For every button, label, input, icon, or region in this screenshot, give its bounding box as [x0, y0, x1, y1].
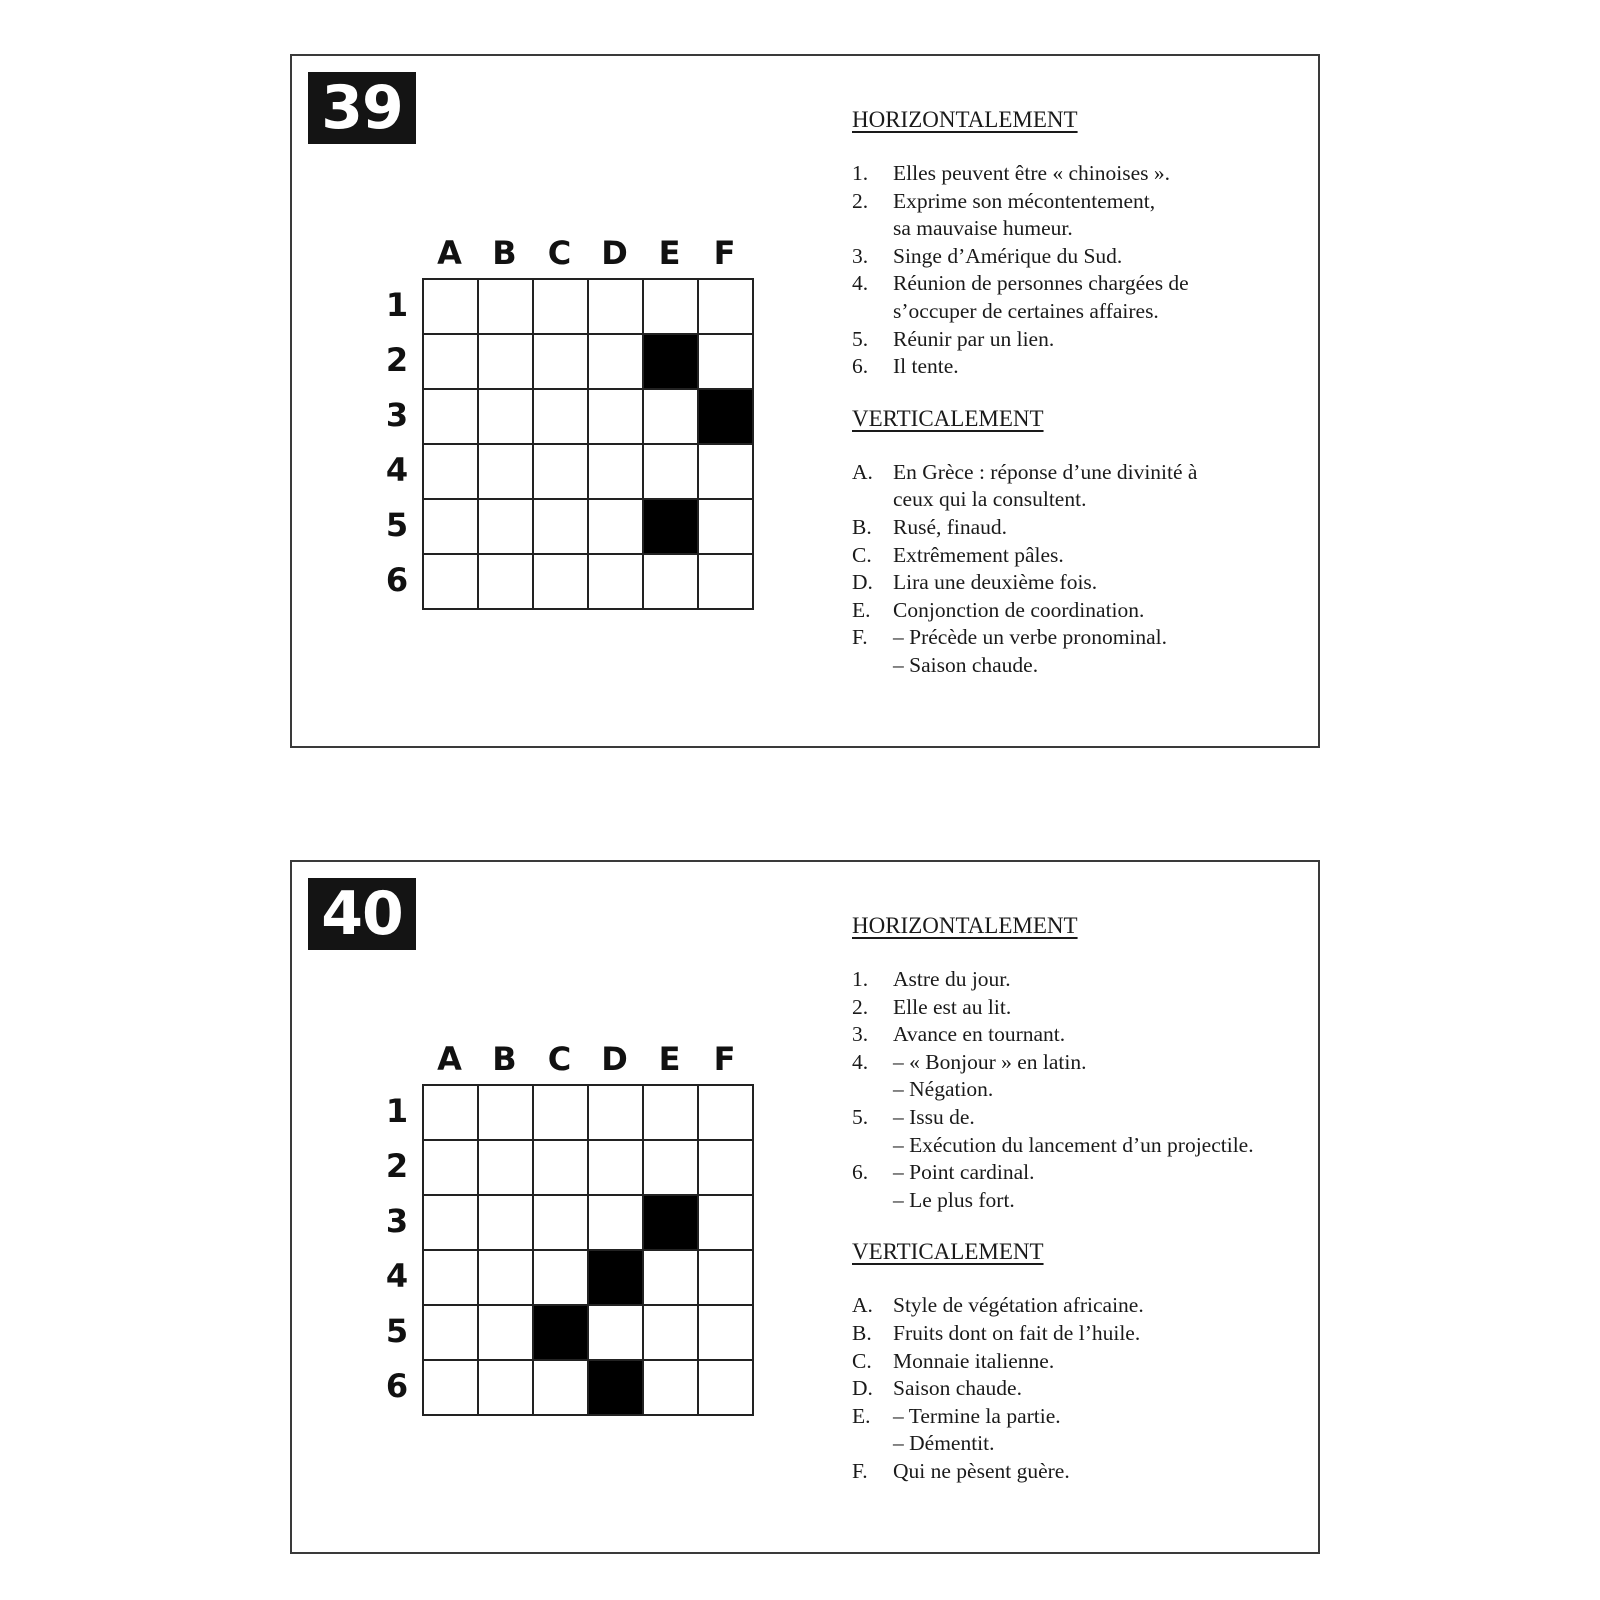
puzzle-number-badge: 40 — [308, 878, 416, 950]
clue-text — [893, 542, 1312, 570]
grid-cell[interactable] — [589, 390, 644, 445]
grid-cell[interactable] — [534, 445, 589, 500]
crossword-puzzle-40 — [290, 860, 1320, 1554]
column-label: B — [492, 234, 517, 272]
clues-panel — [852, 106, 1312, 704]
grid-cell[interactable] — [644, 555, 699, 610]
clue-text — [893, 1021, 1312, 1049]
grid-cell[interactable] — [589, 1306, 644, 1361]
grid-cell[interactable] — [644, 280, 699, 335]
grid-cell[interactable] — [644, 1086, 699, 1141]
grid-cell[interactable] — [534, 555, 589, 610]
across-clue — [852, 188, 1312, 243]
clue-line: Exprime son mécontentement, — [893, 188, 1156, 213]
clue-key: F. — [852, 1458, 868, 1483]
clue-line: – Termine la partie. — [893, 1403, 1061, 1428]
clue-key: 3. — [852, 1022, 869, 1047]
row-label: 6 — [385, 561, 409, 599]
down-clue-list — [852, 459, 1312, 680]
grid-cell[interactable] — [644, 390, 699, 445]
clue-line: – Le plus fort. — [893, 1187, 1015, 1212]
down-clue-list — [852, 1292, 1312, 1485]
grid-cell[interactable] — [479, 1141, 534, 1196]
grid-cell[interactable] — [534, 335, 589, 390]
grid-cell[interactable] — [424, 500, 479, 555]
clue-line: Saison chaude. — [893, 1376, 1022, 1401]
column-label: A — [437, 1040, 462, 1078]
row-label: 5 — [385, 506, 409, 544]
clue-text — [893, 514, 1312, 542]
across-clue — [852, 1049, 1312, 1104]
across-clue — [852, 243, 1312, 271]
column-label: C — [547, 1040, 572, 1078]
row-label: 3 — [385, 396, 409, 434]
clue-line: Elle est au lit. — [893, 994, 1012, 1019]
black-square — [644, 500, 699, 555]
clue-key: C. — [852, 542, 872, 567]
down-clue — [852, 1320, 1312, 1348]
clue-line: Conjonction de coordination. — [893, 597, 1145, 622]
clue-line: – « Bonjour » en latin. — [893, 1049, 1087, 1074]
clue-text — [893, 624, 1312, 679]
across-clue — [852, 270, 1312, 325]
column-labels — [422, 1039, 752, 1079]
crossword-grid — [422, 1084, 754, 1416]
clue-line: Elles peuvent être « chinoises ». — [893, 161, 1171, 185]
clue-line: – Point cardinal. — [893, 1160, 1035, 1185]
column-label: F — [713, 234, 736, 272]
grid-cell[interactable] — [644, 1306, 699, 1361]
clue-text — [893, 160, 1312, 188]
clue-text — [893, 569, 1312, 597]
down-clue — [852, 1292, 1312, 1320]
clue-line: – Précède un verbe pronominal. — [893, 625, 1168, 650]
grid-cell[interactable] — [699, 335, 754, 390]
clue-line: s’occuper de certaines affaires. — [893, 298, 1159, 323]
grid-cell[interactable] — [479, 1306, 534, 1361]
clue-key: E. — [852, 597, 871, 622]
clue-line: Monnaie italienne. — [893, 1348, 1055, 1373]
clue-line: Il tente. — [893, 354, 959, 379]
grid-cell[interactable] — [534, 1251, 589, 1306]
clue-key: 5. — [852, 326, 869, 351]
grid-cell[interactable] — [534, 1086, 589, 1141]
across-heading: HORIZONTALEMENT — [852, 913, 1078, 938]
clues-panel — [852, 912, 1312, 1510]
across-clue — [852, 1159, 1312, 1214]
clue-line: sa mauvaise humeur. — [893, 216, 1073, 241]
grid-cell[interactable] — [534, 1361, 589, 1416]
grid-cell[interactable] — [479, 1196, 534, 1251]
clue-key: C. — [852, 1348, 872, 1373]
grid-cell[interactable] — [589, 280, 644, 335]
column-label: A — [437, 234, 462, 272]
down-clue — [852, 597, 1312, 625]
clue-text — [893, 1159, 1312, 1214]
across-clue — [852, 160, 1312, 188]
clue-key: A. — [852, 1293, 873, 1318]
clue-line: ceux qui la consultent. — [893, 487, 1087, 512]
grid-cell[interactable] — [479, 1251, 534, 1306]
down-heading: VERTICALEMENT — [852, 1239, 1044, 1265]
row-label: 2 — [385, 1147, 409, 1185]
down-heading: VERTICALEMENT — [852, 405, 1044, 431]
clue-text — [893, 1458, 1312, 1486]
across-heading: HORIZONTALEMENT — [852, 107, 1078, 132]
black-square — [534, 1306, 589, 1361]
column-label: D — [601, 234, 628, 272]
grid-cell[interactable] — [699, 1361, 754, 1416]
clue-key: 2. — [852, 188, 869, 213]
clue-line: – Démentit. — [893, 1431, 995, 1456]
clue-key: D. — [852, 1376, 873, 1401]
clue-text — [893, 597, 1312, 625]
grid-cell[interactable] — [479, 1361, 534, 1416]
clue-key: A. — [852, 459, 873, 484]
clue-text — [893, 353, 1312, 381]
column-label: B — [492, 1040, 517, 1078]
down-clue — [852, 569, 1312, 597]
clue-text — [893, 459, 1312, 514]
row-labels — [382, 1084, 412, 1414]
grid-cell[interactable] — [589, 555, 644, 610]
row-label: 1 — [385, 286, 409, 324]
across-clue — [852, 1021, 1312, 1049]
clue-text — [893, 1049, 1312, 1104]
clue-text — [893, 994, 1312, 1022]
grid-cell[interactable] — [589, 1196, 644, 1251]
grid-cell[interactable] — [424, 280, 479, 335]
grid-cell[interactable] — [424, 445, 479, 500]
clue-line: En Grèce : réponse d’une divinité à — [893, 459, 1198, 484]
column-label: E — [658, 1040, 681, 1078]
grid-cell[interactable] — [534, 500, 589, 555]
across-clue-list — [852, 966, 1312, 1214]
clue-key: 6. — [852, 1160, 869, 1185]
grid-cell[interactable] — [424, 1141, 479, 1196]
grid-cell[interactable] — [479, 445, 534, 500]
row-label: 6 — [385, 1367, 409, 1405]
clue-line: – Issu de. — [893, 1104, 975, 1129]
down-clue — [852, 514, 1312, 542]
clue-line: Singe d’Amérique du Sud. — [893, 243, 1123, 268]
clue-key: 4. — [852, 1049, 869, 1074]
clue-line: – Négation. — [893, 1077, 994, 1102]
clue-key: B. — [852, 514, 872, 539]
clue-text — [893, 1403, 1312, 1458]
clue-line: Réunion de personnes chargées de — [893, 271, 1189, 296]
grid-cell[interactable] — [479, 555, 534, 610]
clue-line: Astre du jour. — [893, 967, 1011, 991]
grid-cell[interactable] — [699, 1141, 754, 1196]
clue-key: 2. — [852, 994, 869, 1019]
grid-cell[interactable] — [424, 335, 479, 390]
across-clue — [852, 994, 1312, 1022]
clue-text — [893, 1375, 1312, 1403]
grid-cell[interactable] — [589, 1141, 644, 1196]
grid-cell[interactable] — [424, 1361, 479, 1416]
clue-text — [893, 188, 1312, 243]
grid-cell[interactable] — [479, 335, 534, 390]
clue-key: 5. — [852, 1104, 869, 1129]
row-label: 5 — [385, 1312, 409, 1350]
black-square — [644, 335, 699, 390]
clue-text — [893, 1292, 1312, 1320]
across-clue — [852, 326, 1312, 354]
clue-line: Réunir par un lien. — [893, 326, 1055, 351]
down-clue — [852, 542, 1312, 570]
clue-line: Avance en tournant. — [893, 1022, 1066, 1047]
row-label: 1 — [385, 1092, 409, 1130]
black-square — [699, 390, 754, 445]
clue-text — [893, 243, 1312, 271]
clue-line: Extrêmement pâles. — [893, 542, 1064, 567]
grid-cell[interactable] — [534, 390, 589, 445]
column-labels — [422, 233, 752, 273]
column-label: E — [658, 234, 681, 272]
column-label: F — [713, 1040, 736, 1078]
clue-text — [893, 1104, 1312, 1159]
black-square — [644, 1196, 699, 1251]
across-clue — [852, 353, 1312, 381]
grid-cell[interactable] — [534, 280, 589, 335]
black-square — [589, 1361, 644, 1416]
clue-key: D. — [852, 570, 873, 595]
grid-cell[interactable] — [424, 390, 479, 445]
grid-cell[interactable] — [644, 1251, 699, 1306]
clue-key: 1. — [852, 161, 869, 185]
grid-cell[interactable] — [699, 555, 754, 610]
clue-text — [893, 966, 1312, 994]
grid-cell[interactable] — [534, 1141, 589, 1196]
down-clue — [852, 1403, 1312, 1458]
down-clue — [852, 1348, 1312, 1376]
grid-cell[interactable] — [479, 500, 534, 555]
grid-cell[interactable] — [699, 280, 754, 335]
across-clue — [852, 966, 1312, 994]
clue-line: Style de végétation africaine. — [893, 1293, 1144, 1318]
clue-line: Qui ne pèsent guère. — [893, 1458, 1070, 1483]
clue-key: 1. — [852, 967, 869, 991]
across-clue-list — [852, 160, 1312, 381]
grid-cell[interactable] — [534, 1196, 589, 1251]
grid-cell[interactable] — [699, 1086, 754, 1141]
clue-line: Fruits dont on fait de l’huile. — [893, 1320, 1141, 1345]
clue-key: B. — [852, 1320, 872, 1345]
grid-cell[interactable] — [479, 1086, 534, 1141]
column-label: C — [547, 234, 572, 272]
clue-key: E. — [852, 1403, 871, 1428]
clue-text — [893, 1348, 1312, 1376]
grid-cell[interactable] — [644, 445, 699, 500]
grid-cell[interactable] — [424, 1196, 479, 1251]
grid-cell[interactable] — [589, 335, 644, 390]
across-clue — [852, 1104, 1312, 1159]
grid-cell[interactable] — [424, 1086, 479, 1141]
row-label: 4 — [385, 1257, 409, 1295]
clue-key: 6. — [852, 354, 869, 379]
grid-cell[interactable] — [589, 500, 644, 555]
clue-text — [893, 270, 1312, 325]
down-clue — [852, 459, 1312, 514]
grid-cell[interactable] — [644, 1361, 699, 1416]
clue-text — [893, 326, 1312, 354]
black-square — [589, 1251, 644, 1306]
grid-cell[interactable] — [699, 1251, 754, 1306]
grid-cell[interactable] — [699, 1306, 754, 1361]
down-clue — [852, 1375, 1312, 1403]
grid-cell[interactable] — [589, 445, 644, 500]
grid-cell[interactable] — [479, 390, 534, 445]
column-label: D — [601, 1040, 628, 1078]
grid-cell[interactable] — [589, 1086, 644, 1141]
clue-line: – Exécution du lancement d’un projectile. — [893, 1132, 1254, 1157]
clue-line: Rusé, finaud. — [893, 514, 1008, 539]
grid-cell[interactable] — [479, 280, 534, 335]
crossword-grid — [422, 278, 754, 610]
puzzle-number-badge: 39 — [308, 72, 416, 144]
grid-cell[interactable] — [699, 445, 754, 500]
grid-cell[interactable] — [424, 1306, 479, 1361]
grid-cell[interactable] — [424, 555, 479, 610]
clue-key: 3. — [852, 243, 869, 268]
row-label: 4 — [385, 451, 409, 489]
clue-line: – Saison chaude. — [893, 652, 1039, 677]
clue-key: 4. — [852, 271, 869, 296]
row-labels — [382, 278, 412, 608]
row-label: 3 — [385, 1202, 409, 1240]
grid-cell[interactable] — [699, 1196, 754, 1251]
row-label: 2 — [385, 341, 409, 379]
grid-cell[interactable] — [699, 500, 754, 555]
down-clue — [852, 624, 1312, 679]
down-clue — [852, 1458, 1312, 1486]
crossword-puzzle-39 — [290, 54, 1320, 748]
clue-key: F. — [852, 625, 868, 650]
clue-line: Lira une deuxième fois. — [893, 570, 1098, 595]
grid-cell[interactable] — [424, 1251, 479, 1306]
clue-text — [893, 1320, 1312, 1348]
grid-cell[interactable] — [644, 1141, 699, 1196]
